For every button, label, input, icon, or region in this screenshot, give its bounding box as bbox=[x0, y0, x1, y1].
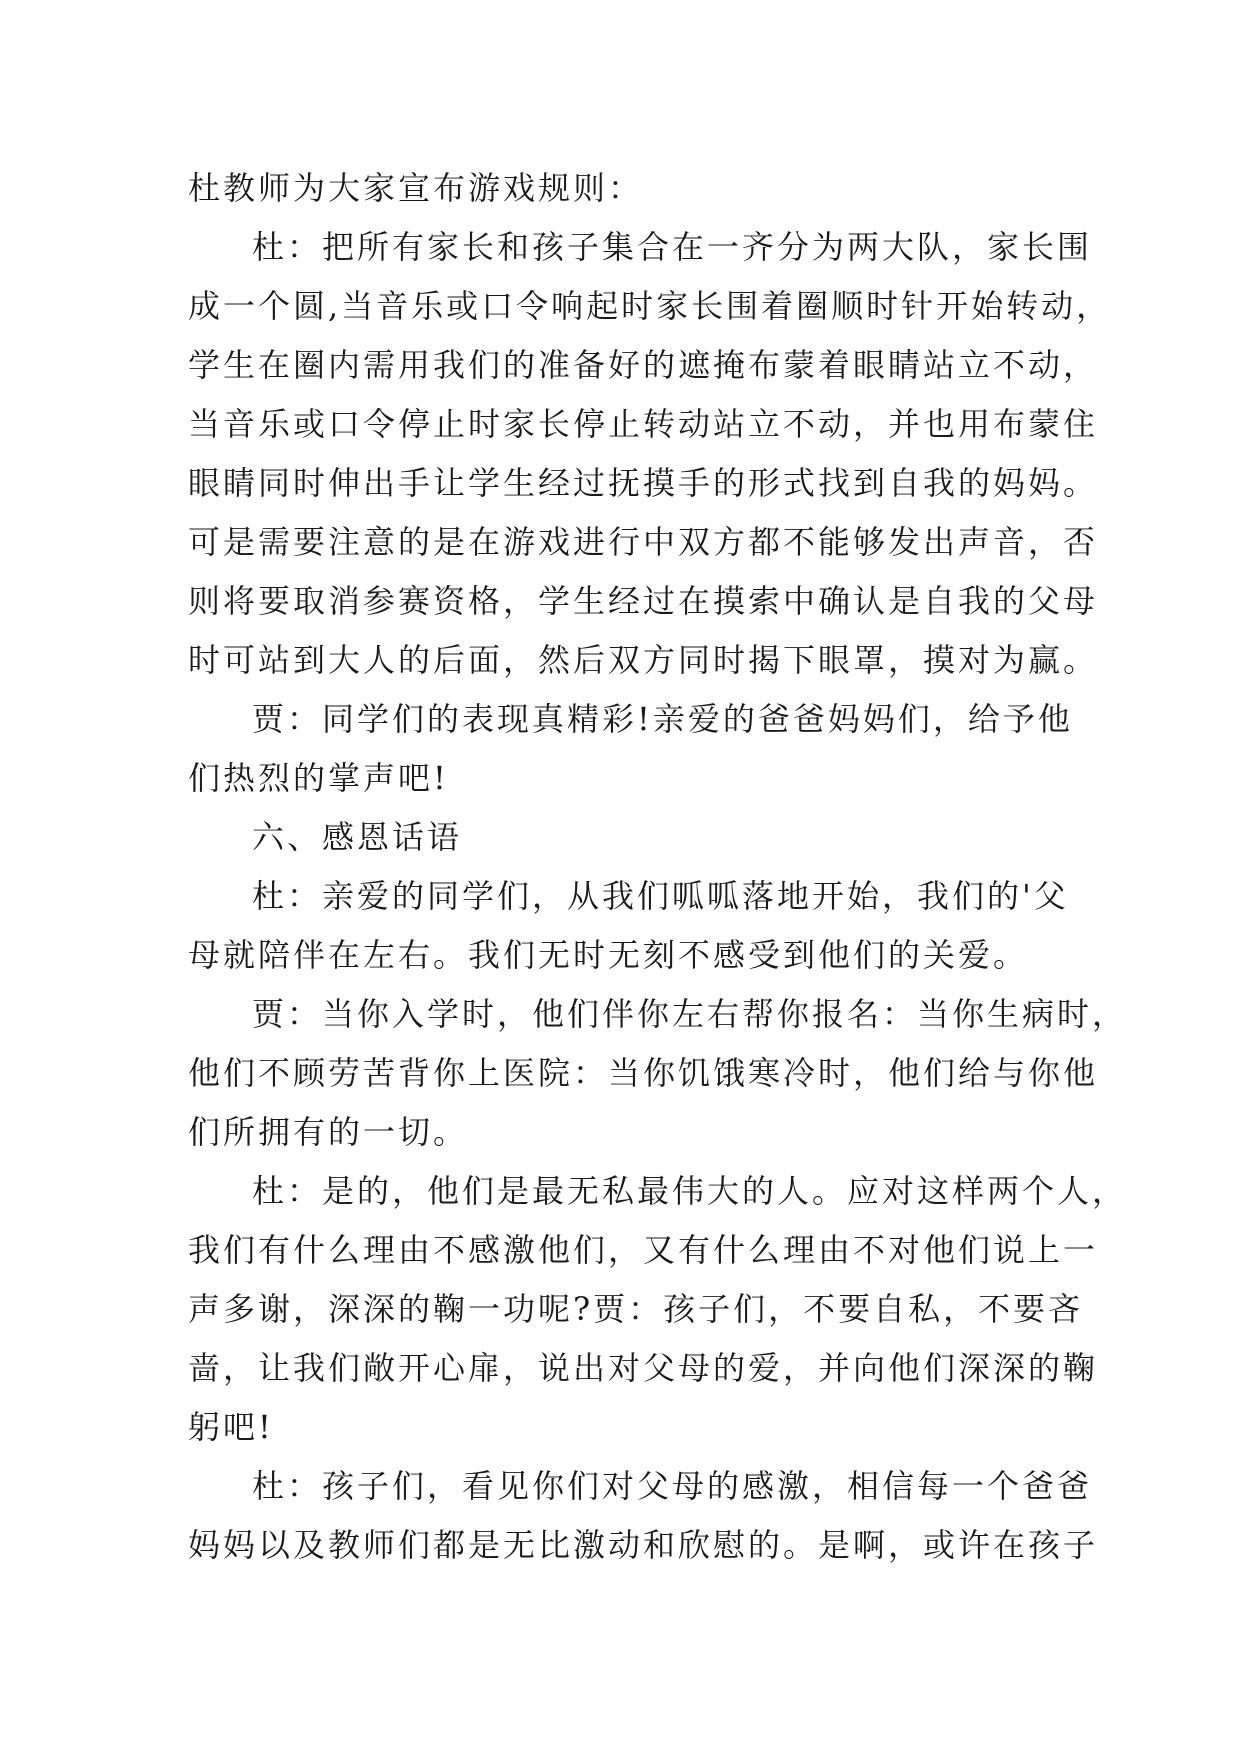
text-line: 则将要取消参赛资格，学生经过在摸索中确认是自我的父母 bbox=[188, 582, 1099, 620]
text-line: 杜：是的，他们是最无私最伟大的人。应对这样两个人， bbox=[252, 1172, 1128, 1210]
text-line: 声多谢，深深的鞠一功呢?贾：孩子们，不要自私，不要吝 bbox=[188, 1290, 1084, 1328]
section-heading: 六、感恩话语 bbox=[252, 818, 463, 856]
text-line: 贾：当你入学时，他们伴你左右帮你报名：当你生病时， bbox=[252, 995, 1128, 1033]
text-line: 们热烈的掌声吧! bbox=[188, 759, 449, 797]
text-line: 杜：把所有家长和孩子集合在一齐分为两大队，家长围 bbox=[252, 228, 1093, 266]
text-line: 杜：孩子们，看见你们对父母的感激，相信每一个爸爸 bbox=[252, 1467, 1093, 1505]
text-line: 杜：亲爱的同学们，从我们呱呱落地开始，我们的'父 bbox=[252, 877, 1069, 915]
text-line: 学生在圈内需用我们的准备好的遮掩布蒙着眼睛站立不动， bbox=[188, 346, 1099, 384]
text-line: 妈妈以及教师们都是无比激动和欣慰的。是啊，或许在孩子 bbox=[188, 1526, 1099, 1564]
text-line: 成一个圆,当音乐或口令响起时家长围着圈顺时针开始转动， bbox=[188, 287, 1112, 325]
text-line: 们所拥有的一切。 bbox=[188, 1113, 469, 1151]
text-line: 母就陪伴在左右。我们无时无刻不感受到他们的关爱。 bbox=[188, 936, 1029, 974]
text-line: 啬，让我们敞开心扉，说出对父母的爱，并向他们深深的鞠 bbox=[188, 1349, 1099, 1387]
text-line: 躬吧! bbox=[188, 1408, 274, 1446]
text-line: 贾：同学们的表现真精彩!亲爱的爸爸妈妈们，给予他 bbox=[252, 700, 1073, 738]
text-line: 当音乐或口令停止时家长停止转动站立不动，并也用布蒙住 bbox=[188, 405, 1099, 443]
text-line: 他们不顾劳苦背你上医院：当你饥饿寒冷时，他们给与你他 bbox=[188, 1054, 1099, 1092]
text-line: 时可站到大人的后面，然后双方同时揭下眼罩，摸对为赢。 bbox=[188, 641, 1099, 679]
text-line: 可是需要注意的是在游戏进行中双方都不能够发出声音，否 bbox=[188, 523, 1099, 561]
text-line: 我们有什么理由不感激他们，又有什么理由不对他们说上一 bbox=[188, 1231, 1099, 1269]
document-body bbox=[188, 159, 1128, 1575]
text-line: 眼睛同时伸出手让学生经过抚摸手的形式找到自我的妈妈。 bbox=[188, 464, 1099, 502]
text-line: 杜教师为大家宣布游戏规则： bbox=[188, 169, 644, 207]
